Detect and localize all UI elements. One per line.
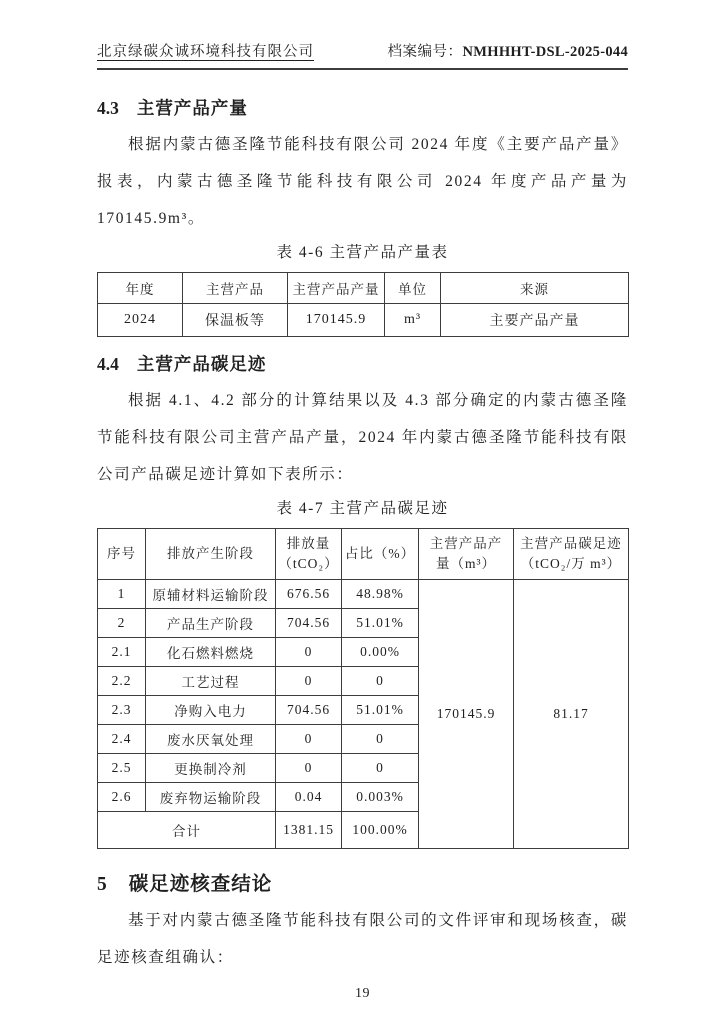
section-5-heading	[97, 868, 628, 896]
col-product-output-line2: 量（m³）	[435, 556, 497, 571]
cell-source: 主要产品产量	[441, 304, 629, 337]
cell-stage: 废弃物运输阶段	[146, 783, 276, 812]
col-footprint-line1: 主营产品碳足迹	[520, 536, 622, 551]
section-4-3-title: 主营产品产量	[136, 98, 248, 118]
cell-year: 2024	[98, 304, 183, 337]
cell-emission: 704.56	[276, 609, 342, 638]
cell-index: 2.3	[98, 696, 146, 725]
cell-index: 2.4	[98, 725, 146, 754]
cell-main-product: 保温板等	[183, 304, 288, 337]
col-product-output-line1: 主营产品产	[429, 536, 503, 551]
col-main-product: 主营产品	[183, 273, 288, 304]
table-4-7-caption: 表 4-7 主营产品碳足迹	[276, 500, 449, 517]
cell-merged-output: 170145.9	[419, 580, 514, 849]
col-year: 年度	[98, 273, 183, 304]
col-footprint-line2: （tCO₂/万 m³）	[520, 556, 622, 571]
section-5-number: 5	[97, 874, 107, 895]
archive-value: NMHHHT-DSL-2025-044	[462, 44, 628, 60]
header-archive-number	[388, 40, 628, 61]
cell-stage: 工艺过程	[146, 667, 276, 696]
cell-emission: 0	[276, 725, 342, 754]
cell-share: 0.003%	[342, 783, 419, 812]
col-unit: 单位	[385, 273, 441, 304]
table-row	[98, 304, 629, 337]
cell-stage: 废水厌氧处理	[146, 725, 276, 754]
cell-index: 2.6	[98, 783, 146, 812]
col-index: 序号	[98, 529, 146, 580]
col-emission	[276, 529, 342, 580]
section-5-paragraph: 基于对内蒙古德圣隆节能科技有限公司的文件评审和现场核查，碳足迹核查组确认：	[97, 912, 628, 966]
cell-emission: 0	[276, 638, 342, 667]
table-4-6	[97, 272, 629, 337]
section-4-4-title: 主营产品碳足迹	[136, 354, 267, 374]
col-footprint	[514, 529, 629, 580]
table-4-6-caption: 表 4-6 主营产品产量表	[276, 244, 449, 261]
cell-index: 1	[98, 580, 146, 609]
cell-stage: 原辅材料运输阶段	[146, 580, 276, 609]
table-4-7-header-row	[98, 529, 629, 580]
section-4-4-number: 4.4	[97, 354, 119, 374]
cell-merged-footprint: 81.17	[514, 580, 629, 849]
col-product-output	[419, 529, 514, 580]
cell-total-label: 合计	[98, 812, 276, 849]
cell-share: 0	[342, 725, 419, 754]
section-4-3-heading	[97, 95, 628, 120]
header-company-name: 北京绿碳众诚环境科技有限公司	[97, 44, 314, 60]
col-emission-line2: （tCO₂）	[278, 556, 339, 571]
cell-index: 2.1	[98, 638, 146, 667]
cell-index: 2.5	[98, 754, 146, 783]
section-4-4-heading	[97, 351, 628, 376]
table-row	[98, 580, 629, 609]
col-stage: 排放产生阶段	[146, 529, 276, 580]
cell-stage: 化石燃料燃烧	[146, 638, 276, 667]
cell-share: 51.01%	[342, 696, 419, 725]
cell-output: 170145.9	[288, 304, 385, 337]
cell-share: 51.01%	[342, 609, 419, 638]
table-4-6-header-row	[98, 273, 629, 304]
cell-stage: 产品生产阶段	[146, 609, 276, 638]
cell-share: 0	[342, 754, 419, 783]
cell-stage: 净购入电力	[146, 696, 276, 725]
section-4-4-paragraph: 根据 4.1、4.2 部分的计算结果以及 4.3 部分确定的内蒙古德圣隆节能科技有限公司主营产品产量，2024 年内蒙古德圣隆节能科技有限公司产品碳足迹计算如下表所示：	[97, 392, 628, 483]
cell-emission: 704.56	[276, 696, 342, 725]
archive-label: 档案编号：	[387, 44, 463, 60]
section-5-title: 碳足迹核查结论	[128, 874, 273, 895]
cell-index: 2.2	[98, 667, 146, 696]
cell-index: 2	[98, 609, 146, 638]
cell-share: 0.00%	[342, 638, 419, 667]
cell-stage: 更换制冷剂	[146, 754, 276, 783]
col-share: 占比（%）	[342, 529, 419, 580]
page-number: 19	[355, 986, 370, 1001]
cell-total-share: 100.00%	[342, 812, 419, 849]
cell-emission: 0	[276, 667, 342, 696]
col-output: 主营产品产量	[288, 273, 385, 304]
cell-unit: m³	[385, 304, 441, 337]
cell-share: 48.98%	[342, 580, 419, 609]
section-4-3-number: 4.3	[97, 98, 119, 118]
section-4-3-paragraph: 根据内蒙古德圣隆节能科技有限公司 2024 年度《主要产品产量》报表，内蒙古德圣隆节能科技有限公司 2024 年度产品产量为 170145.9m³。	[97, 136, 628, 227]
col-source: 来源	[441, 273, 629, 304]
page-header	[97, 40, 628, 70]
cell-share: 0	[342, 667, 419, 696]
table-4-7	[97, 528, 629, 849]
col-emission-line1: 排放量	[286, 536, 331, 551]
cell-total-emission: 1381.15	[276, 812, 342, 849]
cell-emission: 0.04	[276, 783, 342, 812]
cell-emission: 676.56	[276, 580, 342, 609]
cell-emission: 0	[276, 754, 342, 783]
